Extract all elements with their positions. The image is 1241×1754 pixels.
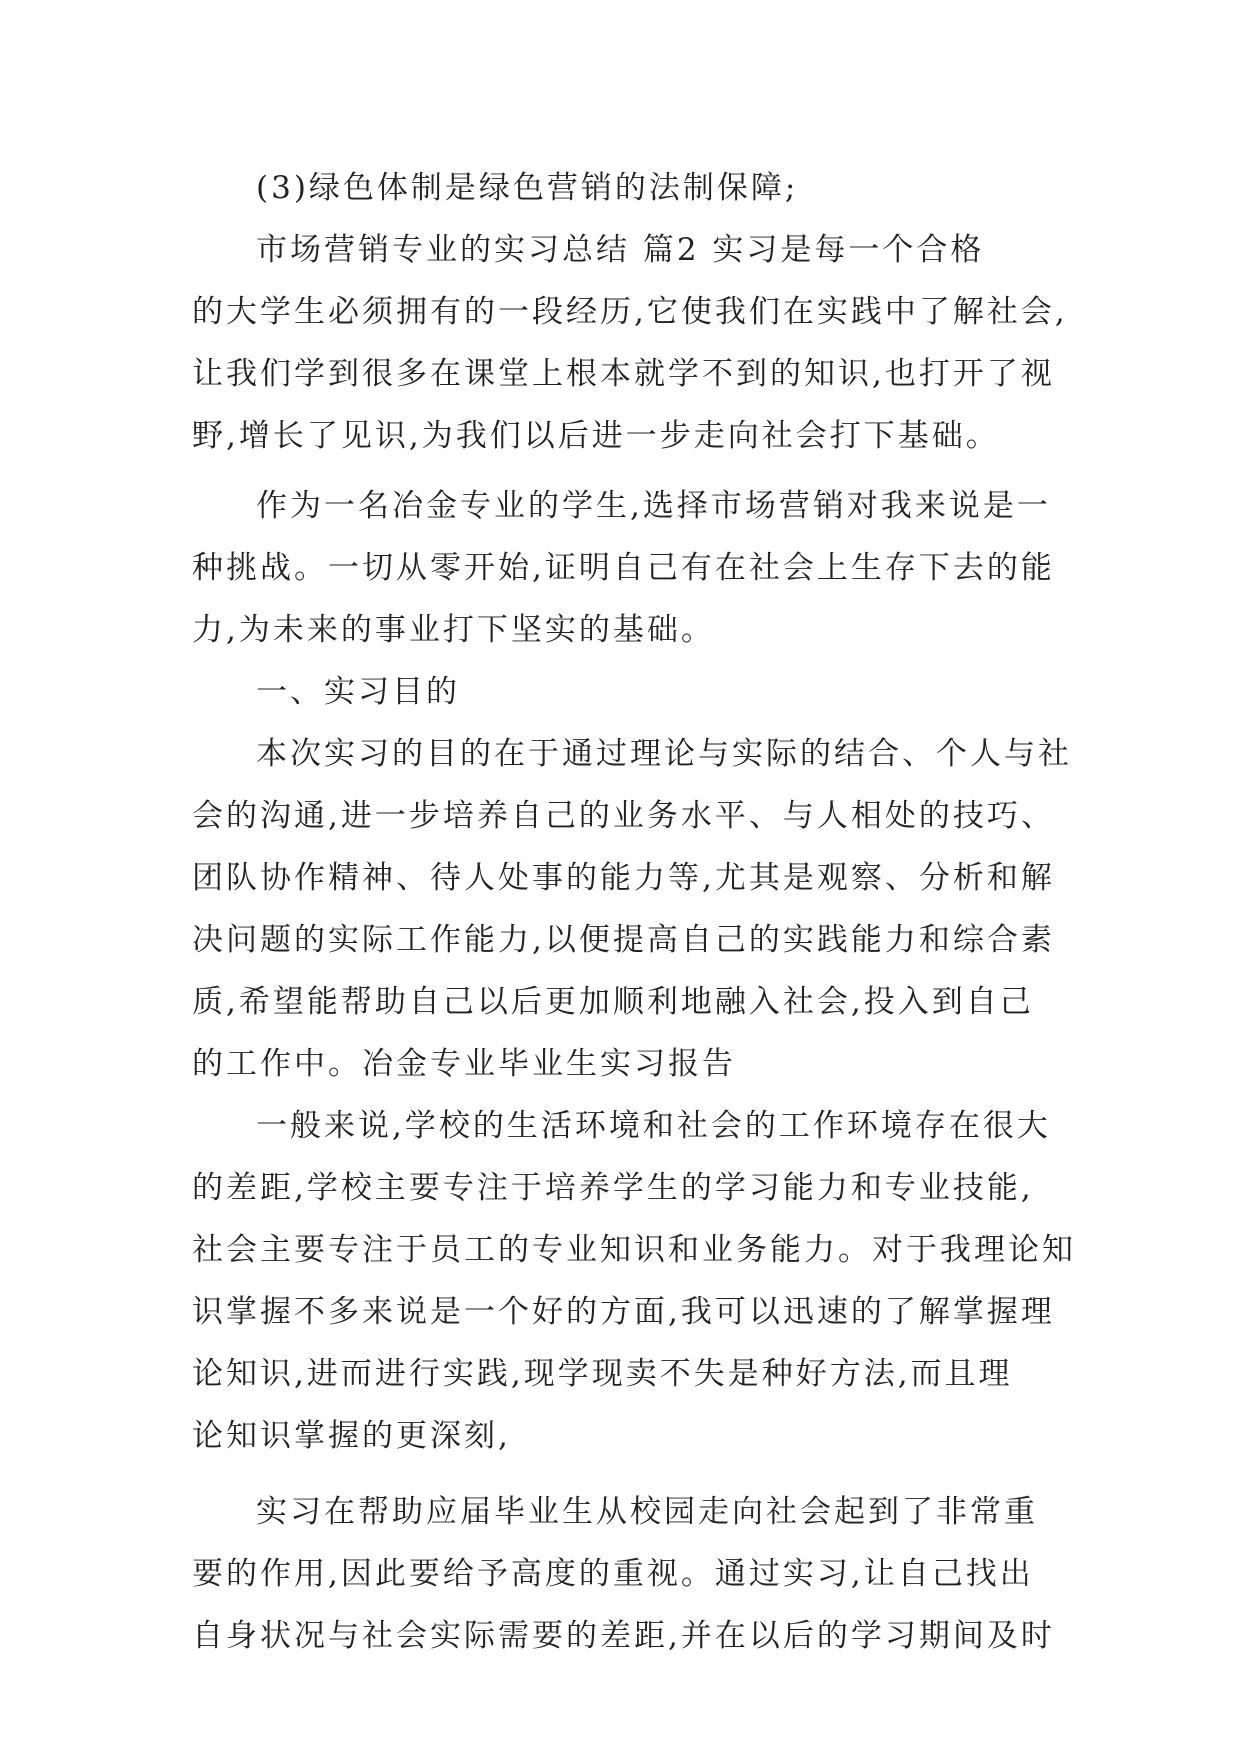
text-line: 会的沟通,进一步培养自己的业务水平、与人相处的技巧、 xyxy=(192,798,1055,834)
text-line: 的大学生必须拥有的一段经历,它使我们在实践中了解社会, xyxy=(192,294,1068,330)
text-line: 力,为未来的事业打下坚实的基础。 xyxy=(192,612,715,648)
text-line: 实习在帮助应届毕业生从校园走向社会起到了非常重 xyxy=(256,1494,1038,1530)
document-body xyxy=(192,157,1076,1667)
text-line: 野,增长了见识,为我们以后进一步走向社会打下基础。 xyxy=(192,418,1000,454)
text-line: 的工作中。冶金专业毕业生实习报告 xyxy=(192,1046,736,1082)
text-line: 自身状况与社会实际需要的差距,并在以后的学习期间及时 xyxy=(192,1618,1055,1654)
text-line: 团队协作精神、待人处事的能力等,尤其是观察、分析和解 xyxy=(192,860,1055,896)
text-line: 让我们学到很多在课堂上根本就学不到的知识,也打开了视 xyxy=(192,356,1055,392)
text-line: 论知识掌握的更深刻, xyxy=(192,1418,511,1454)
text-line: 作为一名冶金专业的学生,选择市场营销对我来说是一 xyxy=(256,488,1051,524)
text-line: 一般来说,学校的生活环境和社会的工作环境存在很大 xyxy=(256,1108,1051,1144)
text-line: 决问题的实际工作能力,以便提高自己的实践能力和综合素 xyxy=(192,922,1055,958)
text-line: 种挑战。一切从零开始,证明自己有在社会上生存下去的能 xyxy=(192,550,1055,586)
text-line: 市场营销专业的实习总结 篇2 实习是每一个合格 xyxy=(256,232,985,268)
text-line: (3)绿色体制是绿色营销的法制保障; xyxy=(256,170,799,206)
section-heading: 一、实习目的 xyxy=(256,674,460,710)
text-line: 质,希望能帮助自己以后更加顺利地融入社会,投入到自己 xyxy=(192,984,1034,1020)
text-line: 要的作用,因此要给予高度的重视。通过实习,让自己找出 xyxy=(192,1556,1034,1592)
text-line: 论知识,进而进行实践,现学现卖不失是种好方法,而且理 xyxy=(192,1356,1013,1392)
text-line: 识掌握不多来说是一个好的方面,我可以迅速的了解掌握理 xyxy=(192,1294,1055,1330)
text-line: 社会主要专注于员工的专业知识和业务能力。对于我理论知 xyxy=(192,1232,1076,1268)
text-line: 的差距,学校主要专注于培养学生的学习能力和专业技能, xyxy=(192,1170,1034,1206)
text-line: 本次实习的目的在于通过理论与实际的结合、个人与社 xyxy=(256,736,1072,772)
